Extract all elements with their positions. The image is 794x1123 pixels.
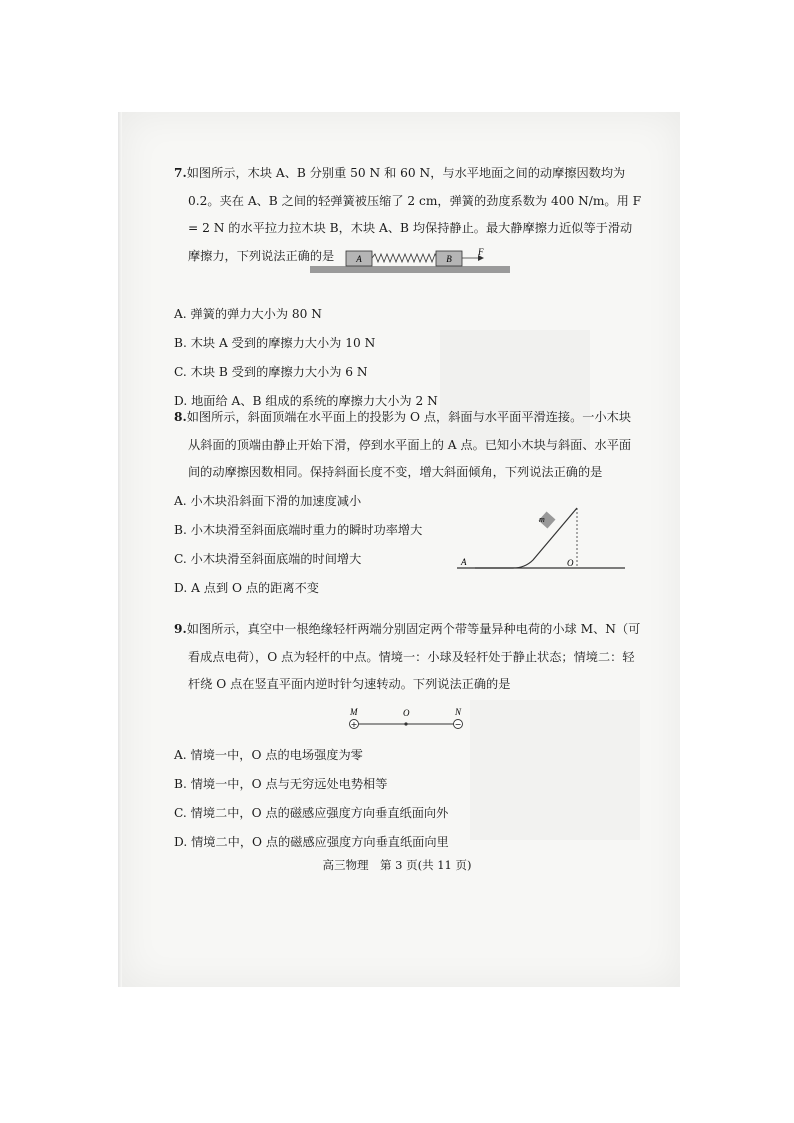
question-number: 9. [174,622,187,636]
figure-incline [455,500,630,575]
page-footer: 高三物理 第 3 页(共 11 页) [322,858,472,872]
question-9 [174,616,642,857]
question-text: 如图所示，木块 A、B 分别重 50 N 和 60 N，与水平地面之间的动摩擦因数均为 0.2。夹在 A、B 之间的轻弹簧被压缩了 2 cm，弹簧的劲度系数为 400 N/m。用 F = 2 N 的水平拉力拉木块 B，木块 A、B 均保持静止。最大静摩擦力近似等于滑动摩擦力，下列说法正确的是 [186,166,642,263]
incline [475,508,577,568]
point-o-label: O [567,558,574,568]
question-text: 如图所示，真空中一根绝缘轻杆两端分别固定两个带等量异种电荷的小球 M、N（可看成点电荷），O 点为轻杆的中点。情境一：小球及轻杆处于静止状态；情境二：轻杆绕 O 点在竖直平面内逆时针匀速转动。下列说法正确的是 [186,622,641,691]
option-b: B. 小木块滑至斜面底端时重力的瞬时功率增大 [174,522,423,537]
option-c: C. 情境二中，O 点的磁感应强度方向垂直纸面向外 [174,805,449,820]
question-stem [174,616,642,699]
option-b: B. 木块 A 受到的摩擦力大小为 10 N [174,336,376,350]
block-a-label: A [356,254,362,264]
question-text: 如图所示，斜面顶端在水平面上的投影为 O 点，斜面与水平面平滑连接。一小木块从斜面的顶端由静止开始下滑，停到水平面上的 A 点。已知小木块与斜面、水平面间的动摩擦因数相同。保持斜面长度不变，增大斜面倾角，下列说法正确的是 [186,410,632,479]
force-label: F [478,248,484,257]
label-o: O [403,708,410,718]
option-c: C. 小木块滑至斜面底端的时间增大 [174,551,362,566]
option-c: C. 木块 B 受到的摩擦力大小为 6 N [174,365,368,379]
question-7 [174,160,642,416]
question-number: 8. [174,410,187,424]
option-a: A. 小木块沿斜面下滑的加速度减小 [174,493,362,508]
mass-label: m [539,515,545,524]
point-a-label: A [461,557,467,567]
question-number: 7. [174,166,187,180]
label-m: M [350,707,358,717]
question-stem [174,404,642,487]
minus-sign: − [454,720,462,729]
ground [310,266,510,273]
label-n: N [455,707,462,717]
option-b: B. 情境一中，O 点与无穷远处电势相等 [174,776,388,791]
midpoint-o [404,722,407,725]
figure-rod-charges [343,706,468,732]
option-a: A. 情境一中，O 点的电场强度为零 [174,747,363,762]
option-a: A. 弹簧的弹力大小为 80 N [174,307,322,321]
option-d: D. 地面给 A、B 组成的系统的摩擦力大小为 2 N [174,394,438,408]
option-d: D. A 点到 O 点的距离不变 [174,580,319,595]
plus-sign: + [350,720,358,729]
block-b-label: B [446,254,452,264]
option-d: D. 情境二中，O 点的磁感应强度方向垂直纸面向里 [174,834,449,849]
figure-blocks-spring [308,248,513,278]
spring [372,254,437,262]
